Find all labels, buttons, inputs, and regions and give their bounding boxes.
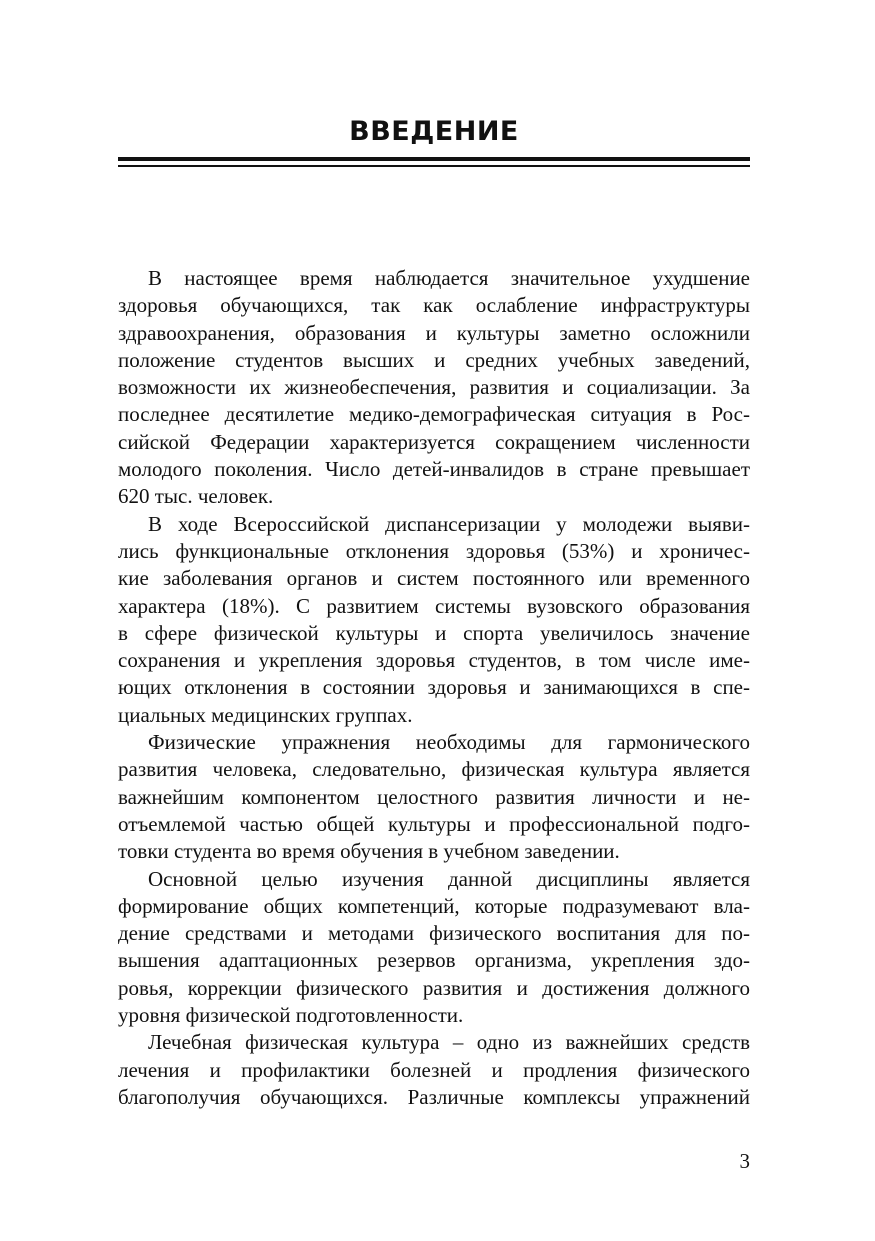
- heading-rule-thin: [118, 165, 750, 167]
- text-line: дение средствами и методами физического воспитания для по-: [118, 921, 750, 946]
- text-line: важнейшим компонентом целостного развития личности и не-: [118, 784, 750, 809]
- text-line: кие заболевания органов и систем постоянного или временного: [118, 566, 750, 591]
- paragraph: [118, 729, 750, 865]
- text-line: возможности их жизнеобеспечения, развития и социализации. За: [118, 375, 750, 400]
- text-line: здравоохранения, образования и культуры заметно осложнили: [118, 320, 750, 345]
- text-line: последнее десятилетие медико-демографическая ситуация в Рос-: [118, 402, 750, 427]
- text-line: лечения и профилактики болезней и продления физического: [118, 1057, 750, 1082]
- text-line: сохранения и укрепления здоровья студентов, в том числе име-: [118, 648, 750, 673]
- text-line: 620 тыс. человек.: [118, 484, 274, 509]
- text-line: уровня физической подготовленности.: [118, 1003, 464, 1028]
- text-line: Физические упражнения необходимы для гармонического: [148, 730, 750, 755]
- body-text: [118, 265, 750, 1111]
- heading-rule-thick: [118, 157, 750, 161]
- text-line: молодого поколения. Число детей-инвалидов в стране превышает: [118, 457, 750, 482]
- text-line: В настоящее время наблюдается значительное ухудшение: [148, 266, 750, 290]
- text-line: товки студента во время обучения в учебном заведении.: [118, 839, 620, 864]
- text-line: лись функциональные отклонения здоровья (53%) и хроничес-: [118, 538, 750, 563]
- text-line: в сфере физической культуры и спорта увеличилось значение: [118, 620, 750, 645]
- text-line: здоровья обучающихся, так как ослабление инфраструктуры: [118, 293, 750, 318]
- text-line: благополучия обучающихся. Различные комплексы упражнений: [118, 1084, 750, 1109]
- text-line: формирование общих компетенций, которые подразумевают вла-: [118, 893, 750, 918]
- text-line: характера (18%). С развитием системы вузовского образования: [118, 593, 750, 618]
- paragraph: [118, 866, 750, 1030]
- text-line: отъемлемой частью общей культуры и профессиональной подго-: [118, 811, 750, 836]
- text-line: сийской Федерации характеризуется сокращением численности: [118, 429, 750, 454]
- paragraph: [118, 265, 750, 511]
- chapter-heading: ВВЕДЕНИЕ: [349, 116, 519, 147]
- paragraph: [118, 1029, 750, 1111]
- text-line: Лечебная физическая культура – одно из важнейших средств: [148, 1030, 750, 1055]
- page-number: 3: [739, 1149, 750, 1173]
- text-line: В ходе Всероссийской диспансеризации у молодежи выяви-: [148, 511, 750, 536]
- text-line: ровья, коррекции физического развития и достижения должного: [118, 975, 750, 1000]
- paragraph: [118, 511, 750, 729]
- text-line: развития человека, следовательно, физическая культура является: [118, 757, 750, 782]
- text-line: циальных медицинских группах.: [118, 702, 413, 727]
- text-line: ющих отклонения в состоянии здоровья и занимающихся в спе-: [118, 675, 750, 700]
- text-line: Основной целью изучения данной дисциплины является: [148, 866, 750, 891]
- text-line: положение студентов высших и средних учебных заведений,: [118, 347, 750, 372]
- text-line: вышения адаптационных резервов организма, укрепления здо-: [118, 948, 750, 973]
